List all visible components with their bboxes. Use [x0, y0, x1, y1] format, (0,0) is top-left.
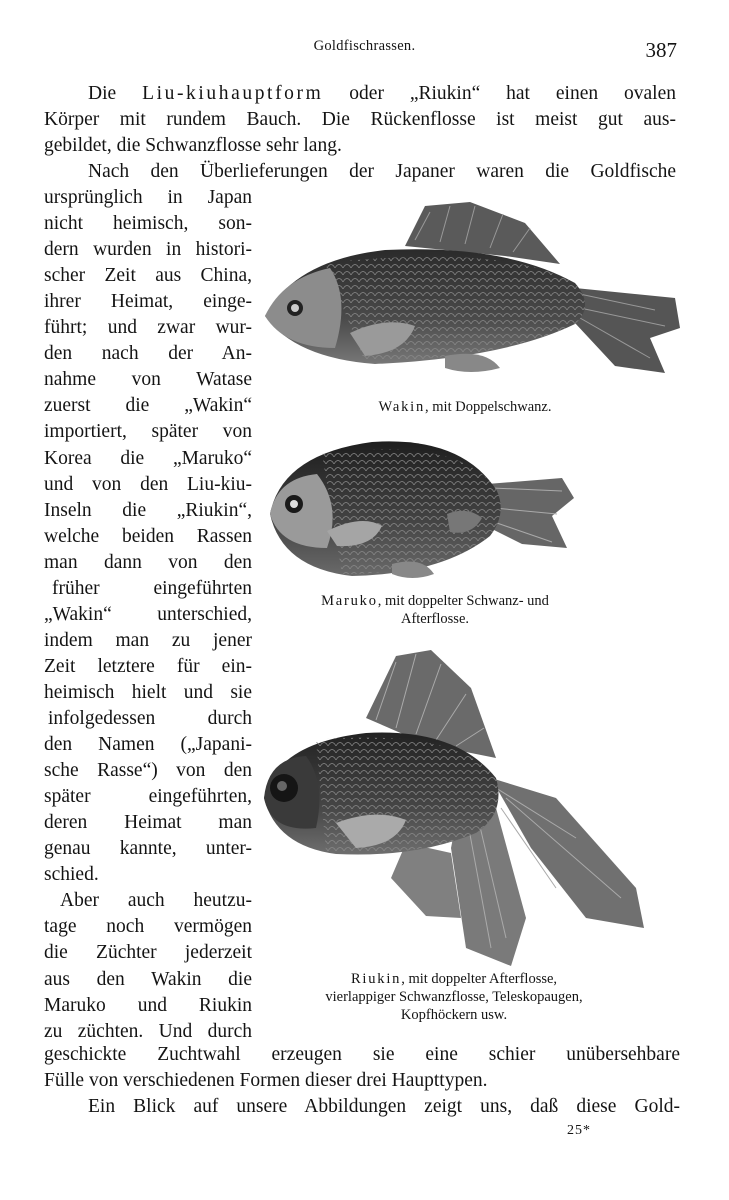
text-line: Ein Blick auf unsere Abbildungen zeigt uns, daß diese Gold-: [88, 1096, 680, 1117]
wrapped-text-line: indem man zu jener: [44, 629, 252, 651]
riukin-goldfish-illustration: [256, 648, 650, 966]
wakin-goldfish-illustration: [255, 198, 685, 384]
wrapped-text-line: Zeit letztere für ein-: [44, 655, 252, 677]
wrapped-text-line: sche Rasse“) von den: [44, 760, 252, 782]
wrapped-text-line: ursprünglich in Japan: [44, 187, 252, 208]
wrapped-text-line: welche beiden Rassen: [44, 525, 252, 547]
wrapped-text-line: nicht heimisch, son-: [44, 213, 252, 235]
maruko-goldfish-illustration: [262, 436, 580, 584]
wrapped-text-line: später eingeführten,: [44, 786, 252, 808]
text-line: geschickte Zuchtwahl erzeugen sie eine schier unübersehbare: [44, 1044, 680, 1065]
wrapped-text-line: importiert, später von: [44, 421, 252, 443]
running-title: Goldfischrassen.: [313, 38, 416, 54]
maruko-caption: Maruko, mit doppelter Schwanz- und Afterflosse.: [321, 593, 549, 627]
wrapped-text-line: heimisch hielt und sie: [44, 681, 252, 703]
page-number: 387: [645, 38, 677, 62]
wrapped-text-line: Aber auch heutzu-: [60, 890, 252, 912]
wrapped-text-line: man dann von den: [44, 551, 252, 573]
wrapped-text-line: Inseln die „Riukin“,: [44, 499, 252, 521]
text-line: gebildet, die Schwanzflosse sehr lang.: [44, 135, 342, 156]
wrapped-text-line: die Züchter jederzeit: [44, 942, 252, 964]
wrapped-text-line: „Wakin“ unterschied,: [44, 603, 252, 625]
spaced-term: Liu-kiuhauptform: [142, 83, 324, 104]
wrapped-text-line: ihrer Heimat, einge-: [44, 291, 252, 313]
wrapped-text-line: schied.: [44, 864, 99, 886]
wakin-caption: Wakin, mit Doppelschwanz.: [378, 399, 552, 415]
wrapped-text-line: genau kannte, unter-: [44, 838, 252, 860]
wrapped-text-line: dern wurden in histori-: [44, 239, 252, 261]
text-line: Fülle von verschiedenen Formen dieser drei Haupttypen.: [44, 1070, 488, 1091]
wrapped-text-line: den Namen („Japani-: [44, 734, 252, 756]
wrapped-text-line: zuerst die „Wakin“: [44, 395, 252, 417]
wrapped-text-line: scher Zeit aus China,: [44, 265, 252, 287]
wrapped-text-line: infolgedessen durch: [48, 708, 252, 729]
wrapped-text-line: führt; und zwar wur-: [44, 317, 252, 339]
wrapped-text-line: aus den Wakin die: [44, 968, 252, 990]
text-line: Die Liu-kiuhauptform oder „Riukin“ hat einen ovalen: [88, 83, 676, 104]
riukin-caption: Riukin, mit doppelter Afterflosse, vierlappiger Schwanzflosse, Teleskopaugen, Kopfhöckern usw.: [325, 971, 583, 1023]
wrapped-text-line: Maruko und Riukin: [44, 994, 252, 1016]
wrapped-text-line: den nach der An-: [44, 343, 252, 365]
signature-mark: 25*: [567, 1123, 591, 1138]
wrapped-text-line: und von den Liu-kiu-: [44, 473, 252, 495]
wrapped-text-line: Korea die „Maruko“: [44, 447, 252, 469]
wrapped-text-line: deren Heimat man: [44, 812, 252, 834]
text-line: Nach den Überlieferungen der Japaner waren die Goldfische: [88, 161, 676, 182]
wrapped-text-line: nahme von Watase: [44, 369, 252, 391]
text-line: Körper mit rundem Bauch. Die Rückenflosse ist meist gut aus-: [44, 109, 676, 130]
wrapped-text-line: tage noch vermögen: [44, 916, 252, 938]
wrapped-text-line: zu züchten. Und durch: [44, 1020, 252, 1042]
wrapped-text-line: früher eingeführten: [52, 577, 252, 599]
